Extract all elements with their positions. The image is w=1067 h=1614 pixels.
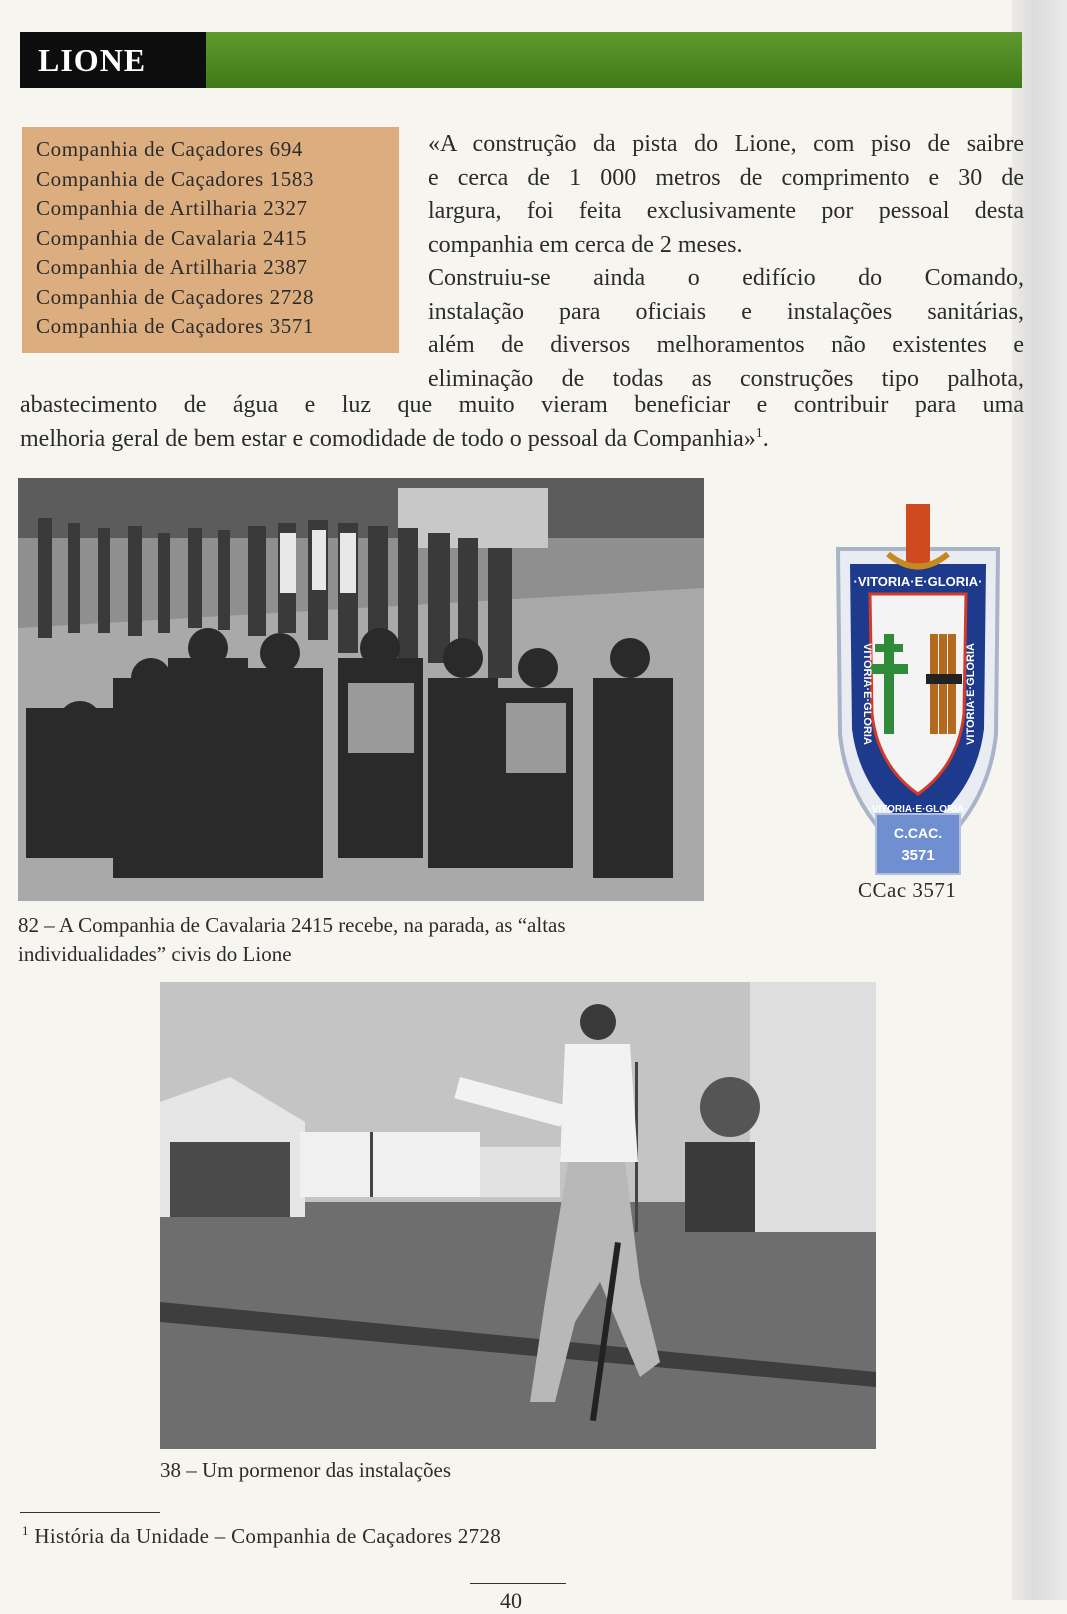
badge-unit-line1: C.CAC.	[893, 825, 943, 841]
quote-line: Construiu-se ainda o edifício do Comando,	[428, 265, 1024, 291]
quote-line: instalação para oficiais e instalações sanitárias,	[428, 298, 1024, 325]
unit-item: Companhia de Caçadores 694	[36, 137, 303, 161]
page-title: LIONE	[20, 32, 206, 88]
badge-left-text: VITORIA·E·GLORIA	[861, 643, 873, 745]
quote-line: além de diversos melhoramentos não existentes e	[428, 332, 1024, 358]
quote-line: e cerca de 1 000 metros de comprimento e 30 de	[428, 164, 1024, 191]
footnote	[22, 1524, 501, 1549]
caption-line: individualidades” civis do Lione	[18, 942, 292, 966]
quote-paragraph	[428, 128, 1024, 396]
page-number: 40	[500, 1588, 522, 1613]
badge-right-text: VITORIA·E·GLORIA	[965, 643, 977, 745]
quote-line: abastecimento de água e luz que muito vieram beneficiar e contribuir para uma	[20, 392, 1024, 418]
unit-item: Companhia de Caçadores 2728	[36, 284, 315, 309]
caption-line: 82 – A Companhia de Cavalaria 2415 recebe, na parada, as “altas	[18, 913, 566, 937]
unit-badge	[818, 484, 1018, 884]
badge-caption: CCac 3571	[858, 878, 957, 902]
footnote-divider	[20, 1512, 160, 1513]
quote-line-text: melhoria geral de bem estar e comodidade de todo o pessoal da Companhia»	[20, 425, 756, 452]
installations-photo	[160, 982, 876, 1449]
installations-photo-caption: 38 – Um pormenor das instalações	[160, 1458, 452, 1482]
footnote-number: 1	[22, 1523, 29, 1538]
crest-icon	[818, 484, 1018, 884]
badge-top-text: ·VITORIA·E·GLORIA·	[853, 574, 983, 589]
installations-photo-drawing	[160, 982, 876, 1449]
unit-item: Companhia de Artilharia 2327	[36, 196, 308, 220]
quote-line: companhia em cerca de 2 meses.	[428, 231, 743, 258]
page-number-divider	[470, 1583, 566, 1584]
unit-item: Companhia de Caçadores 3571	[36, 314, 315, 338]
quote-line: largura, foi feita exclusivamente por pessoal desta	[428, 198, 1024, 224]
quote-line: «A construção da pista do Lione, com piso de saibre	[428, 131, 1024, 157]
footnote-text: História da Unidade – Companhia de Caçadores 2728	[34, 1524, 502, 1548]
units-list	[22, 127, 399, 353]
quote-line: eliminação de todas as construções tipo palhota,	[428, 365, 1024, 392]
parade-photo-caption	[18, 911, 708, 969]
badge-unit-line2: 3571	[901, 847, 935, 864]
footnote-ref: 1	[755, 425, 763, 441]
badge-bottom-text: ·VITORIA·E·GLORIA·	[868, 804, 968, 815]
unit-item: Companhia de Artilharia 2387	[36, 255, 308, 279]
parade-photo-drawing	[18, 478, 704, 901]
quote-paragraph-continued	[20, 389, 1024, 456]
quote-line-last	[20, 423, 1024, 457]
unit-item: Companhia de Cavalaria 2415	[36, 225, 308, 250]
unit-item: Companhia de Caçadores 1583	[36, 166, 315, 191]
quote-end-punct: .	[762, 425, 769, 452]
parade-photo	[18, 478, 704, 901]
